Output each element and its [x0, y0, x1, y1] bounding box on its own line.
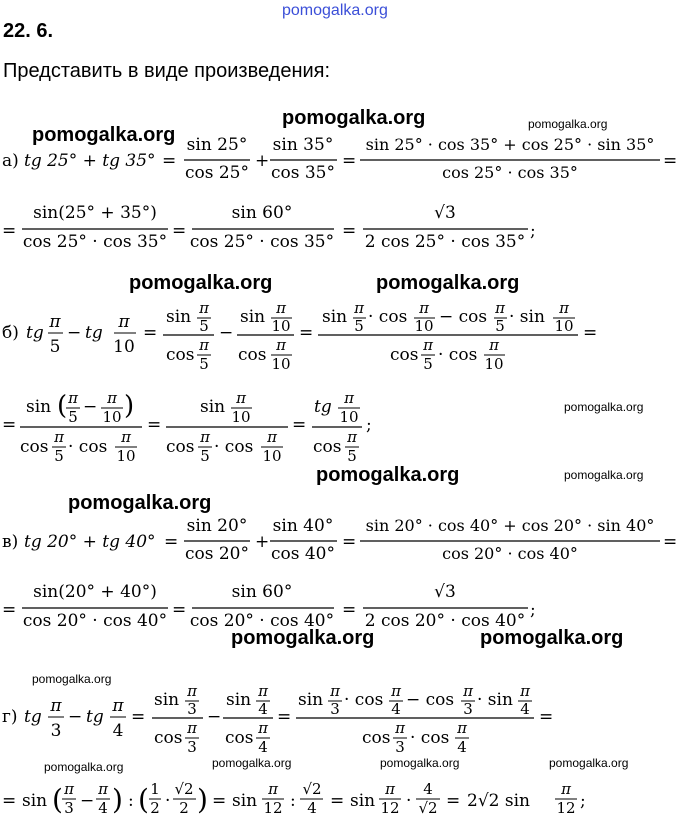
svg-text:+: + — [255, 151, 270, 171]
svg-text:4: 4 — [98, 799, 108, 817]
svg-text:10: 10 — [484, 355, 504, 373]
svg-text:π: π — [199, 299, 209, 317]
fraction-num: sin 60° — [231, 203, 293, 223]
svg-text:π: π — [419, 299, 429, 317]
svg-text:=: = — [172, 221, 187, 241]
svg-text:π: π — [495, 299, 505, 317]
fraction-den: cos 25° · cos 35° — [442, 163, 578, 182]
svg-text:=: = — [162, 151, 177, 171]
svg-text:;: ; — [580, 791, 586, 811]
fraction-den: 2 cos 20° · cos 40° — [364, 611, 526, 631]
fraction-num: sin 40° — [272, 516, 334, 536]
svg-text:;: ; — [530, 221, 536, 241]
fraction-num: sin 25° — [186, 135, 248, 155]
svg-text:tg: tg — [86, 707, 104, 727]
svg-text:=: = — [172, 600, 187, 620]
svg-text:5: 5 — [49, 337, 61, 357]
svg-text:5: 5 — [199, 317, 209, 335]
svg-text:π: π — [520, 682, 530, 700]
svg-text:2: 2 — [179, 799, 189, 817]
svg-text:cos: cos — [238, 345, 267, 365]
svg-text:π: π — [199, 336, 209, 354]
problem-number: 22. 6. — [3, 20, 54, 42]
svg-text::: : — [290, 791, 296, 811]
fraction-den: cos 20° · cos 40° — [442, 544, 578, 563]
svg-text:cos: cos — [362, 728, 391, 748]
svg-text:cos: cos — [20, 437, 49, 457]
svg-text:π: π — [489, 336, 499, 354]
svg-text:π: π — [276, 299, 286, 317]
svg-text:=: = — [330, 791, 345, 811]
fraction-num: sin 25° · cos 35° + cos 25° · sin 35° — [365, 135, 655, 154]
svg-text:=: = — [147, 415, 162, 435]
svg-text:3: 3 — [330, 700, 340, 718]
svg-text:1: 1 — [150, 780, 160, 798]
watermark: pomogalka.org — [376, 272, 520, 294]
svg-text:4: 4 — [423, 780, 433, 798]
svg-text:π: π — [187, 682, 197, 700]
svg-text:tg: tg — [314, 397, 332, 417]
svg-text:10: 10 — [414, 317, 434, 335]
fraction-den: cos 20° · cos 40° — [22, 611, 168, 631]
svg-text:10: 10 — [554, 317, 574, 335]
svg-text:4: 4 — [112, 721, 124, 741]
svg-text:): ) — [112, 783, 123, 816]
svg-text:sin: sin — [232, 791, 258, 811]
svg-text:12: 12 — [380, 799, 400, 817]
fraction-num: √3 — [434, 203, 456, 223]
svg-text:π: π — [68, 389, 78, 407]
svg-text:=: = — [2, 600, 17, 620]
svg-text:tg: tg — [85, 323, 103, 343]
svg-text:5: 5 — [54, 447, 64, 465]
part-c-lhs: tg 20° + tg 40° — [24, 532, 156, 552]
watermark: pomogalka.org — [129, 272, 273, 294]
svg-text:π: π — [107, 389, 117, 407]
fraction-num: sin 35° — [272, 135, 334, 155]
svg-text:sin: sin — [166, 307, 192, 327]
svg-text:−: − — [207, 707, 222, 727]
svg-text:· sin: · sin — [509, 307, 545, 327]
svg-text:π: π — [50, 696, 62, 716]
svg-text:√2: √2 — [302, 780, 322, 798]
svg-text:5: 5 — [495, 317, 505, 335]
svg-text:5: 5 — [68, 408, 78, 426]
svg-text:π: π — [559, 299, 569, 317]
fraction-den: cos 20° · cos 40° — [189, 611, 335, 631]
svg-text:4: 4 — [457, 738, 467, 756]
part-a-label: а) — [2, 151, 19, 171]
svg-text:5: 5 — [423, 355, 433, 373]
svg-text:π: π — [64, 780, 74, 798]
svg-text:cos: cos — [166, 437, 195, 457]
svg-text:π: π — [187, 719, 197, 737]
svg-text:sin: sin — [26, 397, 52, 417]
part-a-lhs: tg 25° + tg 35° — [24, 151, 156, 171]
svg-text:2: 2 — [150, 799, 160, 817]
svg-text:=: = — [342, 221, 357, 241]
site-header-watermark: pomogalka.org — [282, 2, 388, 19]
svg-text:π: π — [457, 719, 467, 737]
svg-text:π: π — [276, 336, 286, 354]
svg-text:π: π — [268, 780, 278, 798]
svg-text:· cos: · cos — [214, 437, 254, 457]
svg-text:=: = — [212, 791, 227, 811]
fraction-num: sin(20° + 40°) — [33, 582, 157, 602]
fraction-num: √3 — [434, 582, 456, 602]
svg-text:π: π — [391, 682, 401, 700]
svg-text:=: = — [342, 151, 357, 171]
svg-text:4: 4 — [258, 738, 268, 756]
watermark: pomogalka.org — [44, 760, 124, 774]
svg-text:3: 3 — [395, 738, 405, 756]
svg-text:π: π — [236, 389, 246, 407]
svg-text:sin: sin — [226, 690, 252, 710]
svg-text:sin: sin — [240, 307, 266, 327]
svg-text:=: = — [446, 791, 461, 811]
svg-text:4: 4 — [258, 700, 268, 718]
svg-text:(: ( — [57, 391, 68, 421]
svg-text:): ) — [124, 391, 135, 421]
svg-text:π: π — [98, 780, 108, 798]
watermark: pomogalka.org — [549, 756, 629, 770]
svg-text:=: = — [663, 532, 678, 552]
part-c — [2, 516, 677, 631]
part-d-label: г) — [2, 707, 18, 727]
watermark: pomogalka.org — [564, 468, 644, 482]
svg-text:5: 5 — [199, 355, 209, 373]
watermark: pomogalka.org — [68, 492, 212, 514]
svg-text:cos: cos — [225, 728, 254, 748]
svg-text:10: 10 — [116, 447, 136, 465]
svg-text:tg: tg — [26, 323, 44, 343]
svg-text:· cos: · cos — [68, 437, 108, 457]
svg-text:−: − — [67, 323, 82, 343]
svg-text:· cos: · cos — [344, 690, 384, 710]
svg-text:π: π — [49, 312, 61, 332]
fraction-den: cos 20° — [184, 544, 250, 564]
watermark: pomogalka.org — [528, 117, 608, 131]
svg-text:·: · — [406, 791, 412, 811]
svg-text:=: = — [164, 532, 179, 552]
svg-text:π: π — [385, 780, 395, 798]
svg-text:3: 3 — [187, 738, 197, 756]
svg-text:−: − — [219, 323, 234, 343]
svg-text:5: 5 — [354, 317, 364, 335]
watermark: pomogalka.org — [32, 124, 176, 146]
fraction-den: 2 cos 25° · cos 35° — [364, 232, 526, 252]
svg-text:sin: sin — [350, 791, 376, 811]
svg-text:π: π — [258, 719, 268, 737]
watermark: pomogalka.org — [316, 464, 460, 486]
svg-text:=: = — [539, 707, 554, 727]
svg-text:tg: tg — [24, 707, 42, 727]
svg-text:2√2 sin: 2√2 sin — [467, 791, 530, 811]
svg-text:10: 10 — [262, 447, 282, 465]
svg-text:): ) — [197, 783, 208, 816]
fraction-den: cos 40° — [270, 544, 336, 564]
svg-text:3: 3 — [50, 721, 62, 741]
svg-text:· sin: · sin — [477, 690, 513, 710]
fraction-den: cos 25° — [184, 163, 250, 183]
svg-text:;: ; — [530, 600, 536, 620]
svg-text:=: = — [583, 323, 598, 343]
svg-text:−: − — [83, 397, 98, 417]
watermark: pomogalka.org — [282, 107, 426, 129]
svg-text:5: 5 — [347, 447, 357, 465]
fraction-num: sin 60° — [231, 582, 293, 602]
svg-text:12: 12 — [263, 799, 283, 817]
svg-text:sin: sin — [154, 690, 180, 710]
svg-text:=: = — [131, 707, 146, 727]
watermark: pomogalka.org — [32, 672, 112, 686]
svg-text:=: = — [342, 600, 357, 620]
svg-text:cos: cos — [166, 345, 195, 365]
svg-text::: : — [128, 791, 134, 811]
svg-text:5: 5 — [200, 447, 210, 465]
svg-text:π: π — [423, 336, 433, 354]
svg-text:− cos: − cos — [406, 690, 455, 710]
svg-text:· cos: · cos — [410, 728, 450, 748]
svg-text:π: π — [121, 428, 131, 446]
svg-text:π: π — [463, 682, 473, 700]
svg-text:(: ( — [138, 783, 149, 816]
fraction-num: sin 20° · cos 40° + cos 20° · sin 40° — [365, 516, 655, 535]
svg-text:+: + — [255, 532, 270, 552]
svg-text:12: 12 — [556, 799, 576, 817]
svg-text:−: − — [68, 707, 83, 727]
svg-text:√2: √2 — [418, 799, 438, 817]
svg-text:π: π — [344, 389, 354, 407]
svg-text:sin: sin — [22, 791, 48, 811]
svg-text:=: = — [143, 323, 158, 343]
svg-text:=: = — [292, 415, 307, 435]
svg-text:;: ; — [366, 415, 372, 435]
svg-text:π: π — [258, 682, 268, 700]
svg-text:=: = — [663, 151, 678, 171]
svg-text:10: 10 — [102, 408, 122, 426]
svg-text:=: = — [2, 415, 17, 435]
watermark: pomogalka.org — [480, 627, 624, 649]
svg-text:=: = — [277, 707, 292, 727]
svg-text:π: π — [330, 682, 340, 700]
svg-text:10: 10 — [231, 408, 251, 426]
svg-text:10: 10 — [271, 355, 291, 373]
fraction-den: cos 25° · cos 35° — [22, 232, 168, 252]
svg-text:10: 10 — [113, 337, 135, 357]
svg-text:(: ( — [52, 783, 63, 816]
part-a — [2, 135, 677, 252]
svg-text:4: 4 — [391, 700, 401, 718]
watermark: pomogalka.org — [380, 756, 460, 770]
svg-text:cos: cos — [313, 437, 342, 457]
fraction-num: sin 20° — [186, 516, 248, 536]
fraction-num: sin(25° + 35°) — [33, 203, 157, 223]
svg-text:3: 3 — [187, 700, 197, 718]
svg-text:sin: sin — [200, 397, 226, 417]
watermark: pomogalka.org — [231, 627, 375, 649]
svg-text:=: = — [299, 323, 314, 343]
watermark: pomogalka.org — [212, 756, 292, 770]
svg-text:cos: cos — [154, 728, 183, 748]
svg-text:π: π — [112, 696, 124, 716]
svg-text:π: π — [561, 780, 571, 798]
svg-text:− cos: − cos — [439, 307, 488, 327]
svg-text:sin: sin — [322, 307, 348, 327]
svg-text:=: = — [2, 791, 17, 811]
svg-text:·: · — [165, 791, 171, 811]
svg-text:−: − — [80, 791, 95, 811]
svg-text:10: 10 — [339, 408, 359, 426]
svg-text:3: 3 — [64, 799, 74, 817]
svg-text:cos: cos — [390, 345, 419, 365]
fraction-den: cos 35° — [270, 163, 336, 183]
part-b-label: б) — [2, 323, 19, 343]
svg-text:π: π — [54, 428, 64, 446]
fraction-den: cos 25° · cos 35° — [189, 232, 335, 252]
svg-text:π: π — [347, 428, 357, 446]
svg-text:π: π — [395, 719, 405, 737]
svg-text:3: 3 — [463, 700, 473, 718]
svg-text:π: π — [267, 428, 277, 446]
svg-text:4: 4 — [307, 799, 317, 817]
svg-text:=: = — [342, 532, 357, 552]
svg-text:√2: √2 — [174, 780, 194, 798]
part-b — [2, 299, 597, 465]
svg-text:π: π — [200, 428, 210, 446]
watermark: pomogalka.org — [564, 400, 644, 414]
part-c-label: в) — [2, 532, 19, 552]
part-d — [2, 682, 586, 817]
task-statement: Представить в виде произведения: — [3, 60, 331, 82]
svg-text:4: 4 — [520, 700, 530, 718]
svg-text:10: 10 — [271, 317, 291, 335]
svg-text:=: = — [2, 221, 17, 241]
svg-text:· cos: · cos — [438, 345, 478, 365]
svg-text:π: π — [354, 299, 364, 317]
svg-text:π: π — [118, 312, 130, 332]
svg-text:sin: sin — [298, 690, 324, 710]
svg-text:· cos: · cos — [368, 307, 408, 327]
